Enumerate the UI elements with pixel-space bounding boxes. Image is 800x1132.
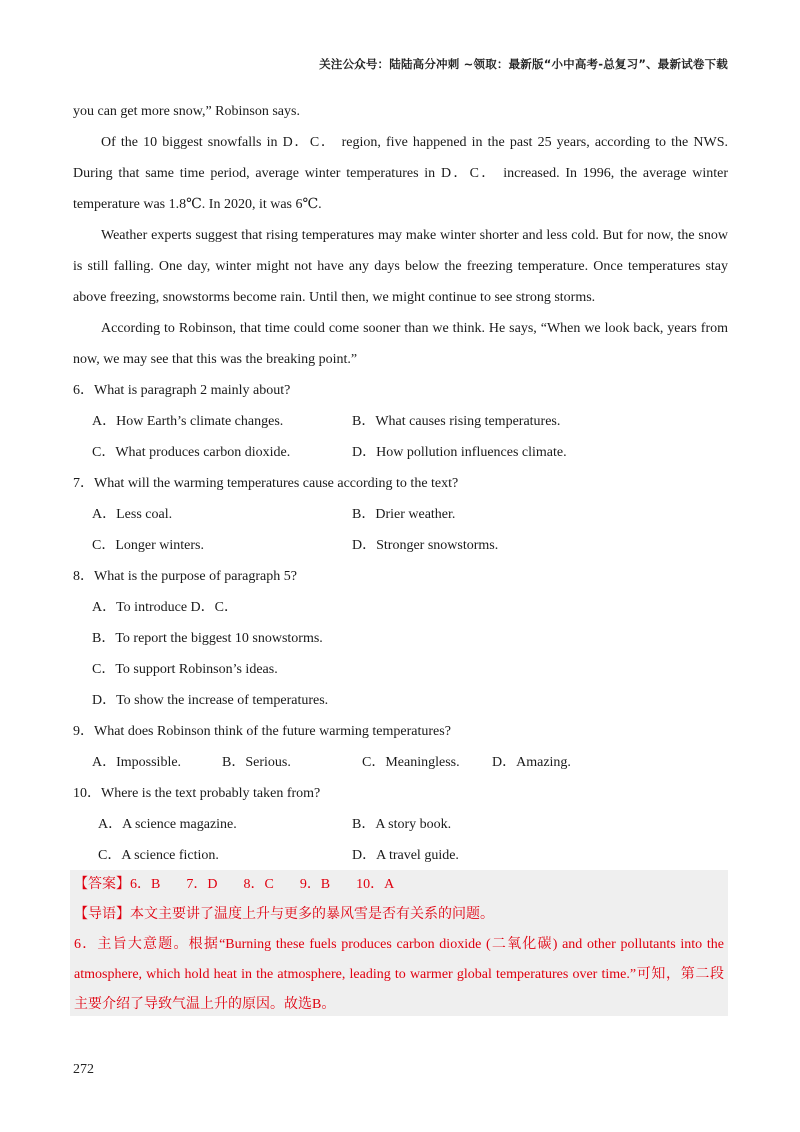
question-6 [73, 375, 728, 468]
options-row [73, 499, 728, 530]
option-a[interactable]: A．To introduce D．C． [92, 600, 239, 615]
options-row [73, 530, 728, 561]
options-row [73, 406, 728, 437]
option-c[interactable]: C．Longer winters. [92, 538, 204, 553]
page-number: 272 [73, 1062, 94, 1077]
paragraph-weather-experts: Weather experts suggest that rising temperatures may make winter shorter and less cold. But for now, the snow is still falling. One day, winter might not have any days below the freezing temperature. Once temperatures stay above freezing, snowstorms become rain. Until then, we might continue to see strong storms. [73, 228, 728, 305]
option-c[interactable]: C．A science fiction. [98, 848, 219, 863]
option-c[interactable]: C．Meaningless. [362, 755, 460, 770]
question-stem: 9．What does Robinson think of the future warming temperatures? [73, 724, 451, 739]
answer-label: 【答案】 [74, 877, 130, 892]
option-d[interactable]: D．A travel guide. [352, 848, 459, 863]
option-c[interactable]: C．What produces carbon dioxide. [92, 445, 291, 460]
option-b[interactable]: B．A story book. [352, 817, 452, 832]
option-b[interactable]: B．To report the biggest 10 snowstorms. [92, 631, 323, 646]
options-row [73, 437, 728, 468]
passage-content [73, 96, 728, 871]
option-a[interactable]: A．Impossible. [92, 755, 182, 770]
question-8 [73, 561, 728, 716]
question-10 [73, 778, 728, 871]
question-stem: 8．What is the purpose of paragraph 5? [73, 569, 297, 584]
option-a[interactable]: A．How Earth’s climate changes. [92, 414, 284, 429]
option-b[interactable]: B．Serious. [222, 755, 291, 770]
option-b[interactable]: B．Drier weather. [352, 507, 456, 522]
question-stem: 6．What is paragraph 2 mainly about? [73, 383, 291, 398]
options-row [73, 809, 728, 840]
guide-text: 本文主要讲了温度上升与更多的暴风雪是否有关系的问题。 [130, 907, 494, 922]
options-row [73, 747, 728, 778]
option-d[interactable]: D．Amazing. [492, 755, 571, 770]
option-d[interactable]: D．To show the increase of temperatures. [92, 693, 329, 708]
options-row [73, 840, 728, 871]
question-9 [73, 716, 728, 778]
paragraph-robinson: According to Robinson, that time could come sooner than we think. He says, “When we look back, years from now, we may see that this was the breaking point.” [73, 321, 728, 367]
question-stem: 10．Where is the text probably taken from? [73, 786, 321, 801]
answer-item: 10．A [356, 877, 395, 892]
option-d[interactable]: D．Stronger snowstorms. [352, 538, 499, 553]
answer-item: 9．B [299, 877, 331, 892]
answer-item: 7．D [186, 877, 218, 892]
page-header: 关注公众号：陆陆高分冲刺 ~领取：最新版“小中高考-总复习”、最新试卷下载 [319, 57, 728, 71]
guide-row [74, 900, 724, 930]
answer-item: 6．B [130, 877, 161, 892]
option-d[interactable]: D．How pollution influences climate. [352, 445, 567, 460]
answer-box [70, 870, 728, 1016]
answer-row [74, 870, 724, 900]
answer-item: 8．C [243, 877, 274, 892]
option-a[interactable]: A．Less coal. [92, 507, 173, 522]
question-7 [73, 468, 728, 561]
guide-label: 【导语】 [74, 907, 130, 922]
explanation-text: 6．主旨大意题。根据“Burning these fuels produces carbon dioxide (二氧化碳) and other pollutants into the atmosphere, which hold heat in the atmosphere, leading to warmer global temperatures over time.”可知，第二段主要介绍了导致气温上升的原因。故选B。 [74, 937, 724, 1012]
option-b[interactable]: B．What causes rising temperatures. [352, 414, 561, 429]
paragraph-continuation: you can get more snow,” Robinson says. [73, 104, 300, 119]
option-c[interactable]: C．To support Robinson’s ideas. [92, 662, 278, 677]
question-stem: 7．What will the warming temperatures cause according to the text? [73, 476, 459, 491]
option-a[interactable]: A．A science magazine. [98, 817, 237, 832]
paragraph-snowfalls: Of the 10 biggest snowfalls in D．C． region, five happened in the past 25 years, according to the NWS. During that same time period, average winter temperatures in D．C． increased. In 1996, the average winter temperature was 1.8℃. In 2020, it was 6℃. [73, 135, 728, 212]
